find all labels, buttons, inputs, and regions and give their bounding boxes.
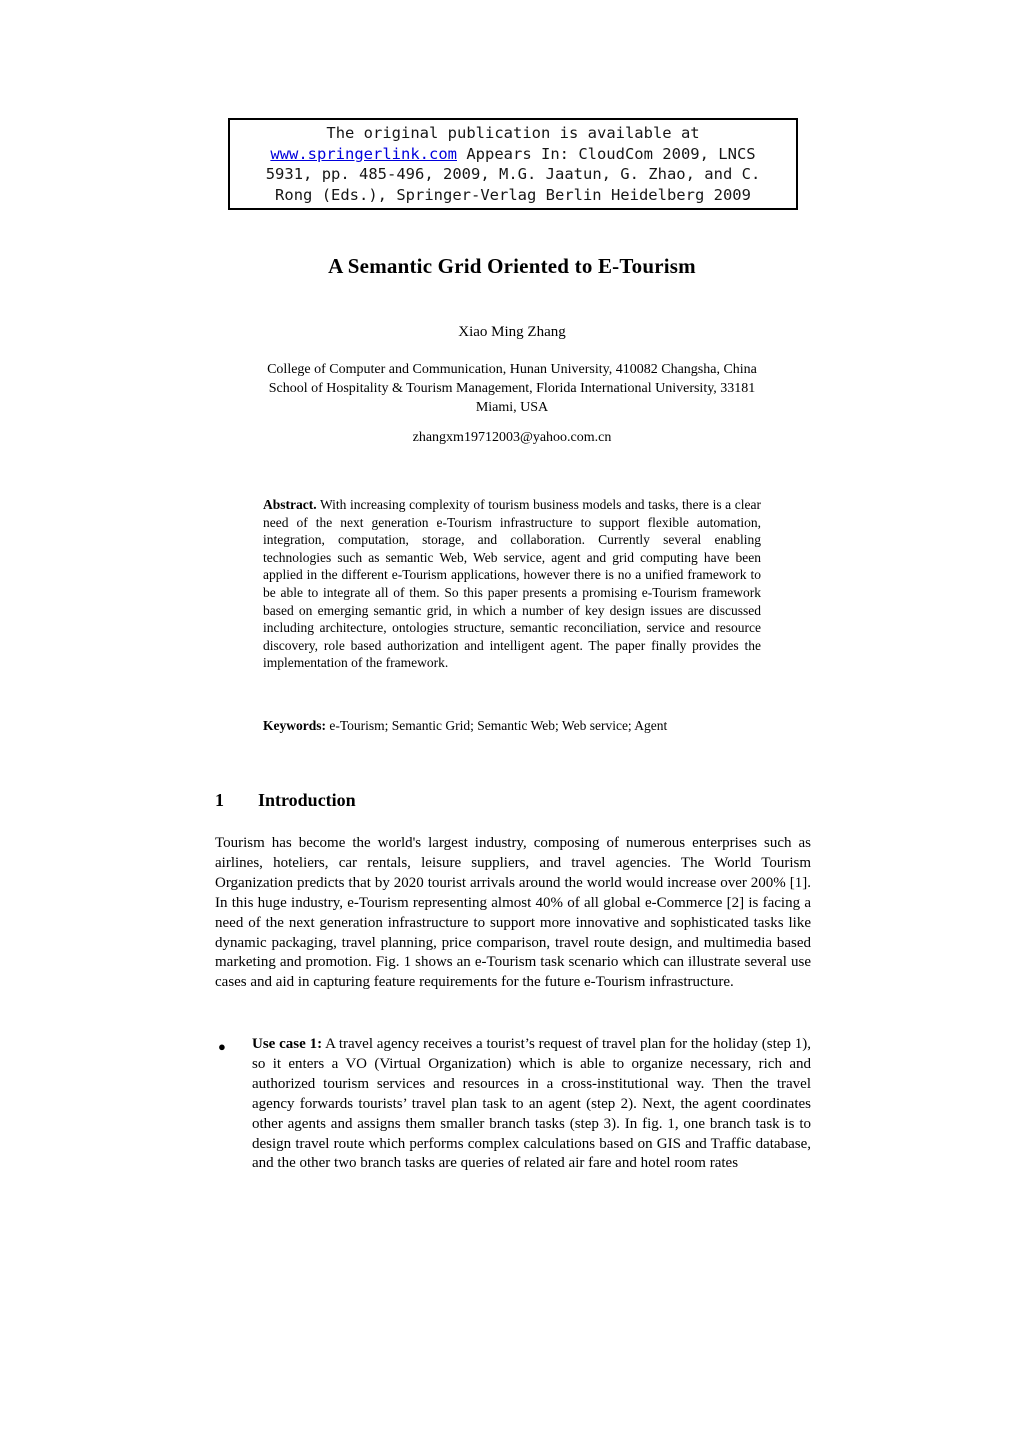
use-case-1-item: [215, 1035, 811, 1174]
notice-line-1: The original publication is available at: [326, 124, 700, 142]
abstract: [263, 496, 761, 672]
use-case-1-text-block: [252, 1035, 811, 1174]
abstract-text: With increasing complexity of tourism business models and tasks, there is a clear need of the next generation e-Tourism infrastructure to support flexible automation, integration, computation, storage, and collaboration. Currently several enabling technologies such as semantic Web, Web service, agent and grid computing have been applied in the different e-Tourism applications, however there is no a unified framework to be able to integrate all of them. So this paper presents a promising e-Tourism framework based on emerging semantic grid, in which a number of key design issues are discussed including architecture, ontologies structure, semantic reconciliation, service and resource discovery, role based authorization and intelligent agent. The paper finally provides the implementation of the framework.: [263, 497, 761, 671]
keywords: [263, 718, 761, 734]
publication-notice-box: [228, 118, 798, 210]
use-case-1-text: A travel agency receives a tourist’s request of travel plan for the holiday (step 1), so it enters a VO (Virtual Organization) which is able to organize necessary, rich and authorized tourism services and resources in a cross-institutional way. Then the travel agency forwards tourists’ travel plan task to an agent (step 2). Next, the agent coordinates other agents and assigns them smaller branch tasks (step 3). In fig. 1, one branch task is to design travel route which performs complex calculations based on GIS and Traffic database, and the other two branch tasks are queries of related air fare and hotel room rates: [252, 1036, 811, 1172]
abstract-label: Abstract.: [263, 497, 317, 512]
author-name: Xiao Ming Zhang: [458, 324, 566, 340]
springerlink-link[interactable]: www.springerlink.com: [270, 144, 457, 163]
affiliation-block: [0, 360, 1024, 417]
keywords-label: Keywords:: [263, 718, 326, 733]
notice-line-2: [230, 144, 796, 165]
notice-line-2-rest: Appears In: CloudCom 2009, LNCS: [457, 144, 756, 163]
keywords-text: e-Tourism; Semantic Grid; Semantic Web; Web service; Agent: [329, 718, 668, 733]
affiliation-line-1: College of Computer and Communication, Hunan University, 410082 Changsha, China: [267, 362, 757, 377]
notice-line-4: Rong (Eds.), Springer-Verlag Berlin Heidelberg 2009: [275, 185, 751, 204]
author-email: zhangxm19712003@yahoo.com.cn: [412, 430, 612, 445]
intro-paragraph: Tourism has become the world's largest industry, composing of numerous enterprises such as airlines, hoteliers, car rentals, leisure suppliers, and travel agencies. The World Tourism Organization predicts that by 2020 tourist arrivals around the world would increase over 200% [1]. In this huge industry, e-Tourism representing almost 40% of all global e-Commerce [2] is facing a need of the next generation infrastructure to support more innovative and sophisticated tasks like dynamic packaging, travel planning, price comparison, travel route design, and multimedia based marketing and promotion. Fig. 1 shows an e-Tourism task scenario which can illustrate several use cases and aid in capturing feature requirements for the future e-Tourism infrastructure.: [215, 835, 811, 991]
affiliation-line-2: School of Hospitality & Tourism Management, Florida International University, 33181: [268, 381, 756, 396]
section-number: 1: [215, 790, 224, 810]
paper-title: A Semantic Grid Oriented to E-Tourism: [328, 254, 696, 278]
affiliation-line-3: Miami, USA: [475, 400, 549, 415]
use-case-1-label: Use case 1:: [252, 1036, 323, 1052]
section-title: Introduction: [258, 790, 356, 810]
notice-line-3: 5931, pp. 485-496, 2009, M.G. Jaatun, G. Zhao, and C.: [265, 165, 761, 183]
section-heading-introduction: [215, 790, 356, 811]
bullet-icon: ●: [218, 1039, 226, 1054]
